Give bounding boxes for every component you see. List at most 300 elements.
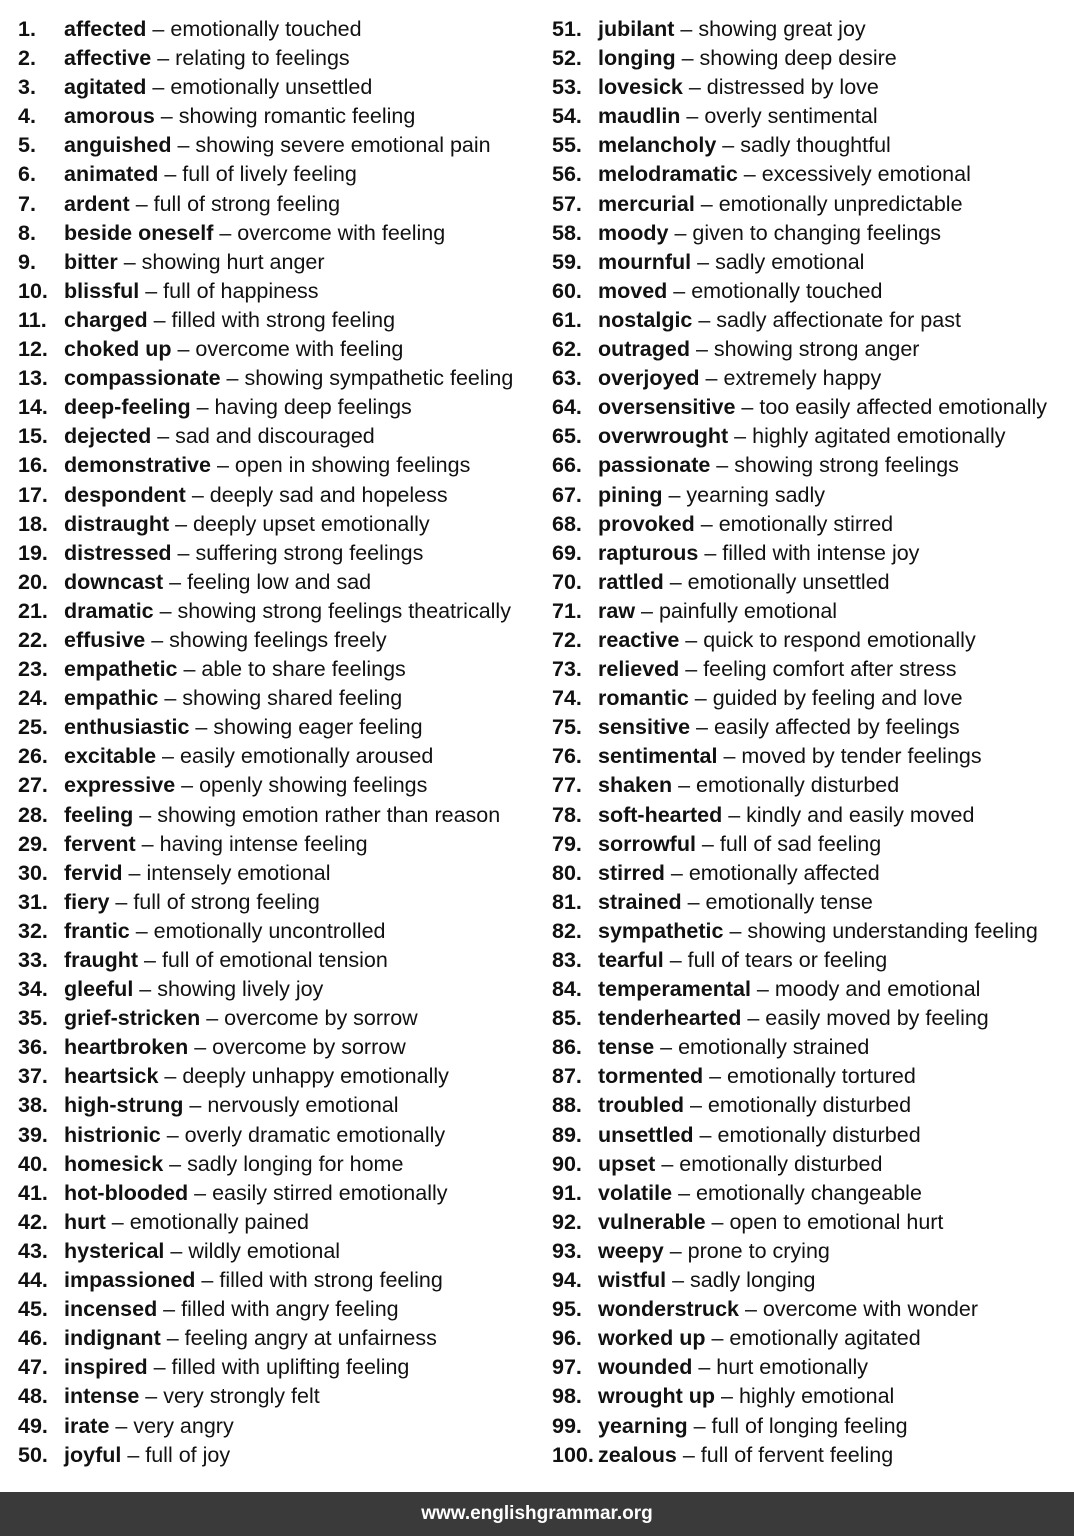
list-item [18,15,538,44]
item-number: 6. [18,162,36,187]
list-item [18,713,538,742]
item-definition: emotionally disturbed [679,1151,883,1176]
list-item [18,190,538,219]
list-item [552,451,1068,480]
item-word: wistful [598,1268,667,1293]
item-separator: – [687,1413,712,1438]
item-word: dejected [64,424,152,449]
item-number: 31. [18,889,48,914]
item-definition: showing strong feelings theatrically [177,598,511,623]
item-definition: painfully emotional [658,598,838,623]
item-definition: showing strong feelings [734,453,959,478]
item-definition: filled with angry feeling [181,1297,399,1322]
item-definition: feeling angry at unfairness [184,1326,437,1351]
item-number: 19. [18,540,48,565]
list-item [18,248,538,277]
item-separator: – [738,1297,763,1322]
item-definition: yearning sadly [686,482,826,507]
item-definition: too easily affected emotionally [759,395,1047,420]
item-definition: full of sad feeling [719,831,882,856]
item-number: 41. [18,1180,48,1205]
item-number: 87. [552,1064,582,1089]
item-definition: emotionally changeable [696,1180,922,1205]
item-number: 57. [552,191,582,216]
item-separator: – [139,278,164,303]
item-word: charged [64,307,148,332]
list-item [552,1150,1068,1179]
item-word: high-strung [64,1093,184,1118]
list-item [552,888,1068,917]
item-definition: emotionally agitated [729,1326,921,1351]
item-word: intense [64,1384,140,1409]
item-number: 15. [18,424,48,449]
item-definition: extremely happy [723,366,882,391]
item-separator: – [694,191,719,216]
item-word: moody [598,220,669,245]
item-word: shaken [598,773,673,798]
item-word: affected [64,17,147,41]
item-separator: – [698,540,723,565]
item-definition: emotionally disturbed [717,1122,921,1147]
item-number: 91. [552,1180,582,1205]
list-item [552,1033,1068,1062]
item-definition: overcome by sorrow [224,1006,418,1031]
list-item [18,917,538,946]
item-word: overwrought [598,424,729,449]
item-word: oversensitive [598,395,736,420]
item-word: vulnerable [598,1209,706,1234]
list-item [552,771,1068,800]
item-number: 65. [552,424,582,449]
item-word: lovesick [598,75,683,100]
item-separator: – [699,366,724,391]
item-separator: – [169,511,194,536]
item-definition: easily moved by feeling [765,1006,989,1031]
list-item [552,1412,1068,1441]
item-separator: – [737,162,762,187]
item-word: soft-hearted [598,802,723,827]
item-separator: – [741,1006,766,1031]
item-definition: suffering strong feelings [195,540,424,565]
item-word: rattled [598,569,664,594]
item-number: 49. [18,1413,48,1438]
list-item [552,277,1068,306]
item-definition: showing eager feeling [213,715,423,740]
item-number: 100. [552,1442,594,1467]
item-definition: emotionally tense [705,889,873,914]
list-item [552,102,1068,131]
item-definition: showing shared feeling [182,686,403,711]
item-separator: – [145,627,170,652]
item-number: 90. [552,1151,582,1176]
item-separator: – [710,453,735,478]
list-item [18,160,538,189]
item-separator: – [735,395,760,420]
item-number: 83. [552,948,582,972]
item-word: frantic [64,918,130,943]
item-definition: easily emotionally aroused [179,744,434,769]
item-word: grief-stricken [64,1006,201,1031]
list-item [552,1179,1068,1208]
item-number: 74. [552,686,582,711]
item-definition: very strongly felt [163,1384,320,1409]
item-definition: emotionally tortured [727,1064,916,1089]
item-word: pining [598,482,663,507]
item-word: wounded [598,1355,693,1380]
list-item [552,568,1068,597]
item-word: sentimental [598,744,718,769]
item-word: sympathetic [598,918,724,943]
item-word: wonderstruck [598,1297,739,1322]
item-number: 81. [552,889,582,914]
item-definition: showing severe emotional pain [195,133,491,158]
item-separator: – [164,1238,189,1263]
item-number: 56. [552,162,582,187]
item-separator: – [109,1413,134,1438]
item-number: 63. [552,366,582,391]
item-definition: moved by tender feelings [741,744,982,769]
item-definition: emotionally touched [691,278,883,303]
item-number: 11. [18,307,47,332]
item-separator: – [129,918,154,943]
item-number: 92. [552,1209,582,1234]
item-word: unsettled [598,1122,694,1147]
item-word: anguished [64,133,172,158]
list-item [18,1179,538,1208]
item-definition: deeply upset emotionally [193,511,430,536]
item-number: 99. [552,1413,582,1438]
item-separator: – [158,162,183,187]
list-item [18,568,538,597]
item-definition: guided by feeling and love [712,686,963,711]
list-item [18,1353,538,1382]
list-item [18,481,538,510]
list-item [18,335,538,364]
item-word: troubled [598,1093,684,1118]
item-definition: having intense feeling [159,831,368,856]
list-item [552,713,1068,742]
item-number: 29. [18,831,48,856]
item-word: amorous [64,104,155,129]
item-number: 85. [552,1006,582,1031]
item-word: temperamental [598,977,751,1002]
item-definition: showing romantic feeling [178,104,416,129]
item-separator: – [153,598,178,623]
item-separator: – [171,540,196,565]
list-item [552,1441,1068,1470]
item-word: demonstrative [64,453,211,478]
item-word: hysterical [64,1238,165,1263]
list-item [552,539,1068,568]
list-item [552,655,1068,684]
item-number: 26. [18,744,48,769]
list-item [18,102,538,131]
item-separator: – [122,860,147,885]
item-word: provoked [598,511,695,536]
item-number: 84. [552,977,582,1002]
item-definition: distressed by love [706,75,879,100]
item-separator: – [655,1151,680,1176]
item-separator: – [158,686,183,711]
item-separator: – [662,482,687,507]
item-word: animated [64,162,159,187]
list-item [18,131,538,160]
item-separator: – [654,1035,679,1060]
item-definition: emotionally strained [678,1035,870,1060]
item-word: empathetic [64,657,178,682]
item-separator: – [147,1355,172,1380]
item-number: 46. [18,1326,48,1351]
item-definition: deeply sad and hopeless [209,482,448,507]
list-item [18,277,538,306]
list-item [18,859,538,888]
item-number: 16. [18,453,48,478]
item-separator: – [157,1297,182,1322]
item-separator: – [190,395,215,420]
list-item [552,626,1068,655]
list-item [18,1295,538,1324]
list-item [552,859,1068,888]
item-separator: – [681,889,706,914]
item-separator: – [750,977,775,1002]
item-separator: – [200,1006,225,1031]
item-word: melodramatic [598,162,738,187]
item-word: outraged [598,337,690,362]
list-item [18,946,538,975]
item-word: overjoyed [598,366,700,391]
list-item [18,655,538,684]
item-separator: – [635,598,659,623]
item-definition: sadly emotional [715,249,865,274]
item-definition: emotionally pained [129,1209,309,1234]
item-word: agitated [64,75,147,100]
item-definition: emotionally disturbed [707,1093,912,1118]
item-separator: – [666,1268,690,1293]
item-number: 21. [18,598,48,623]
item-word: gleeful [64,977,134,1002]
item-word: sorrowful [598,831,696,856]
item-definition: moody and emotional [774,977,981,1002]
item-separator: – [171,133,196,158]
item-word: expressive [64,773,176,798]
list-item [18,975,538,1004]
item-word: yearning [598,1413,688,1438]
list-item [552,917,1068,946]
item-word: upset [598,1151,656,1176]
item-separator: – [163,569,188,594]
item-separator: – [679,657,704,682]
item-word: irate [64,1413,110,1438]
item-word: affective [64,46,152,71]
item-definition: overcome with feeling [195,337,404,362]
list-item [552,975,1068,1004]
item-number: 88. [552,1093,582,1118]
item-number: 55. [552,133,582,158]
item-separator: – [689,337,714,362]
list-item [552,684,1068,713]
item-number: 77. [552,773,582,798]
item-number: 35. [18,1006,48,1031]
item-number: 18. [18,511,48,536]
item-word: volatile [598,1180,673,1205]
item-definition: prone to crying [687,1238,830,1263]
item-number: 7. [18,191,36,216]
item-separator: – [105,1209,130,1234]
item-separator: – [171,337,196,362]
list-item [552,248,1068,277]
item-word: rapturous [598,540,699,565]
item-definition: emotionally affected [688,860,880,885]
item-number: 76. [552,744,582,769]
item-separator: – [160,1326,185,1351]
list-item [552,801,1068,830]
item-separator: – [663,948,688,972]
item-word: heartsick [64,1064,159,1089]
list-item [18,1237,538,1266]
item-definition: deeply unhappy emotionally [182,1064,449,1089]
item-number: 60. [552,278,582,303]
list-item [552,1266,1068,1295]
item-definition: given to changing feelings [692,220,942,245]
item-separator: – [682,75,707,100]
list-item [18,684,538,713]
item-definition: showing sympathetic feeling [244,366,514,391]
list-item [18,1033,538,1062]
list-item [18,219,538,248]
item-separator: – [213,220,238,245]
item-number: 33. [18,948,48,972]
item-number: 97. [552,1355,582,1380]
item-definition: sadly affectionate for past [716,307,961,332]
item-number: 14. [18,395,48,420]
item-definition: filled with strong feeling [171,307,396,332]
item-number: 93. [552,1238,582,1263]
item-definition: able to share feelings [201,657,406,682]
item-word: fervid [64,860,123,885]
item-word: bitter [64,249,118,274]
list-item [552,830,1068,859]
item-word: empathic [64,686,159,711]
item-number: 72. [552,627,582,652]
item-number: 52. [552,46,582,71]
list-item [552,1237,1068,1266]
item-separator: – [703,1064,728,1089]
item-definition: showing great joy [698,17,866,41]
item-separator: – [663,1238,688,1263]
item-word: deep-feeling [64,395,191,420]
item-number: 8. [18,220,36,245]
item-definition: openly showing feelings [199,773,428,798]
list-item [552,219,1068,248]
list-item [18,771,538,800]
item-number: 69. [552,540,582,565]
item-word: tearful [598,948,664,972]
item-number: 40. [18,1151,48,1176]
list-item [18,1062,538,1091]
item-definition: nervously emotional [207,1093,399,1118]
item-number: 89. [552,1122,582,1147]
item-definition: full of longing feeling [711,1413,908,1438]
item-word: nostalgic [598,307,693,332]
item-number: 5. [18,133,36,158]
item-definition: full of happiness [163,278,319,303]
list-item [552,946,1068,975]
item-separator: – [695,831,720,856]
item-separator: – [679,627,704,652]
item-definition: showing emotion rather than reason [157,802,501,827]
item-number: 39. [18,1122,48,1147]
list-item [552,306,1068,335]
item-separator: – [160,1122,185,1147]
item-word: compassionate [64,366,221,391]
item-definition: excessively emotional [761,162,971,187]
item-separator: – [129,191,154,216]
item-word: strained [598,889,682,914]
item-word: fervent [64,831,136,856]
item-definition: showing deep desire [699,46,897,71]
item-separator: – [109,889,134,914]
item-word: tense [598,1035,655,1060]
item-separator: – [723,918,748,943]
item-separator: – [138,948,162,972]
item-number: 22. [18,627,48,652]
item-number: 27. [18,773,48,798]
item-word: worked up [598,1326,706,1351]
item-word: romantic [598,686,689,711]
item-number: 10. [18,278,48,303]
item-number: 32. [18,918,48,943]
item-separator: – [147,307,172,332]
item-separator: – [674,17,699,41]
item-number: 37. [18,1064,48,1089]
item-separator: – [156,744,180,769]
item-definition: hurt emotionally [716,1355,869,1380]
item-definition: showing lively joy [157,977,324,1002]
item-number: 86. [552,1035,582,1060]
item-word: relieved [598,657,680,682]
item-number: 34. [18,977,48,1002]
item-word: downcast [64,569,164,594]
item-definition: having deep feelings [214,395,412,420]
item-number: 20. [18,569,48,594]
list-item [552,1353,1068,1382]
item-separator: – [151,424,176,449]
item-number: 73. [552,657,582,682]
item-separator: – [195,1268,220,1293]
list-item [552,742,1068,771]
item-separator: – [146,17,171,41]
item-word: beside oneself [64,220,214,245]
item-definition: easily stirred emotionally [212,1180,448,1205]
item-word: sensitive [598,715,691,740]
item-word: maudlin [598,104,681,129]
list-item [18,1382,538,1411]
item-word: excitable [64,744,157,769]
item-word: distressed [64,540,172,565]
word-list-column-right [552,15,1068,1470]
item-number: 50. [18,1442,48,1467]
item-definition: emotionally unpredictable [718,191,963,216]
item-separator: – [133,802,158,827]
footer-url[interactable]: www.englishgrammar.org [421,1503,653,1524]
item-number: 1. [18,17,36,41]
item-word: wrought up [598,1384,716,1409]
item-separator: – [663,569,688,594]
item-number: 78. [552,802,582,827]
item-definition: emotionally disturbed [696,773,900,798]
list-item [552,1004,1068,1033]
item-word: reactive [598,627,680,652]
